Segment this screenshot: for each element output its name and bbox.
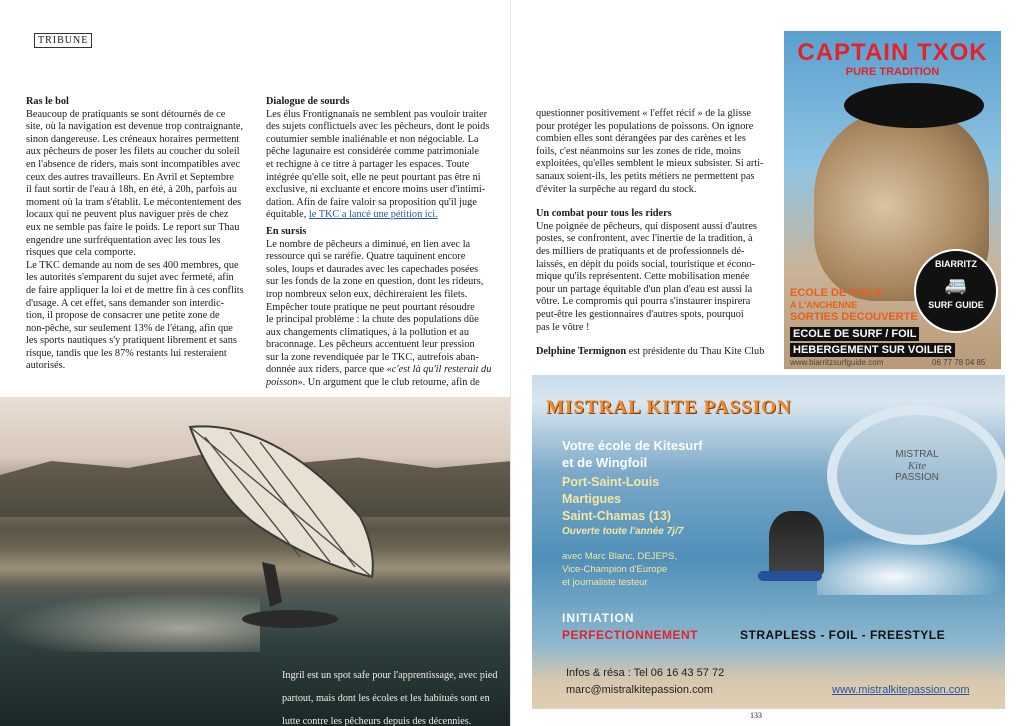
- col3-heading: Un combat pour tous les riders: [536, 208, 672, 220]
- text-line: risque, tandis que les 87% restants lui resteraient: [26, 347, 227, 359]
- ad-line-2: A L'ANCHENNE: [790, 300, 858, 310]
- text-line: il faut sortir de l'eau à 18h, en été, à 20h, parfois au: [26, 184, 237, 196]
- text-line: laissés, en dépit du poids social, touristique et écono-: [536, 258, 756, 270]
- van-icon: 🚐: [944, 275, 968, 295]
- text-line: peut-être les gestionnaires d'autres spots, pourquoi: [536, 308, 744, 320]
- text-line: engendre une surfréquentation avec les tous les: [26, 234, 221, 246]
- text-line: vôtre. Le compromis qui pourra s'instaurer inspirera: [536, 296, 751, 308]
- ad-open: Ouverte toute l'année 7j/7: [562, 526, 684, 537]
- text-line: questionner positivement « l'effet récif » de la glisse: [536, 108, 751, 119]
- text-line: autorisés.: [26, 360, 66, 372]
- ad-line-school: Votre école de Kitesurf: [562, 438, 703, 453]
- text-line: pour protéger les populations de poissons. On ignore: [536, 120, 754, 132]
- text-line: pas le vôtre !: [536, 321, 590, 333]
- col2-heading-1: Dialogue de sourds: [266, 96, 350, 107]
- foil-board: [242, 610, 338, 628]
- col2-pre-link: équitable,: [266, 209, 309, 221]
- ad-location-2: Martigues: [562, 492, 622, 506]
- text-line: Le TKC demande au nom de ses 400 membres, que: [26, 259, 239, 271]
- ad-phone: 06 77 78 04 85: [932, 358, 986, 367]
- text-line: postes, se confrontent, avec l'inertie de la tradition, à: [536, 233, 753, 245]
- rider: [262, 562, 282, 607]
- text-line: le principal problème : la chute des populations dûe: [266, 314, 479, 326]
- text-line: site, où la navigation est devenue trop contraignante,: [26, 121, 244, 133]
- text-line: braconnage. Les pêcheurs accentuent leur pression: [266, 339, 475, 351]
- text-line: ressource qui se raréfie. Quatre taquinent encore: [266, 251, 466, 263]
- text-line: les autorités s'emparent du sujet avec fermeté, afin: [26, 272, 234, 284]
- pirate-hat: [844, 83, 984, 128]
- text-line: risques que cela comporte.: [26, 247, 136, 259]
- kiter-photo: [769, 511, 824, 576]
- ad-line-1: ECOLE DE VOILE: [790, 287, 883, 299]
- ad-perfectionnement: PERFECTIONNEMENT: [562, 628, 699, 642]
- ad-initiation: INITIATION: [562, 611, 635, 625]
- col2-heading-2: En sursis: [266, 225, 307, 237]
- text-line: aux changements climatiques, à la pollution et au: [266, 326, 470, 338]
- text-line: Empêcher toute pratique ne peut pourtant résoudre: [266, 301, 475, 313]
- text-line: d'éviter la surpêche au regard du stock.: [536, 183, 697, 195]
- ad-location-3: Saint-Chamas (13): [562, 509, 672, 523]
- ad-instructor-2: Vice-Champion d'Europe: [562, 564, 668, 575]
- mistral-logo: [827, 405, 1005, 545]
- col2-end-line: [266, 377, 498, 390]
- column-1: [26, 96, 258, 373]
- text-line: exclusive, ni excluante et encore moins user d'intimi-: [266, 184, 486, 196]
- text-line: foils, c'est néanmoins sur les zones de ride, moins: [536, 145, 741, 157]
- captain-txok-ad[interactable]: [784, 31, 1001, 369]
- ad-instructor-1: avec Marc Blanc, DEJEPS,: [562, 551, 678, 562]
- column-2: [266, 96, 498, 390]
- col2-body-1: [266, 109, 498, 210]
- ad-instructor-3: et journaliste testeur: [562, 577, 648, 588]
- ad-url[interactable]: www.biarritzsurfguide.com: [790, 358, 884, 367]
- text-line: Ingril est un spot safe pour l'apprentissage, avec pied: [282, 670, 498, 682]
- text-line: les sports nautiques s'y pratiquent librement et sans: [26, 335, 237, 347]
- text-line: de faire appliquer la loi et de mettre fin à ces conflits: [26, 284, 244, 296]
- col3-body-1: [536, 108, 772, 196]
- ad-infos: Infos & résa : Tel 06 16 43 57 72: [566, 667, 725, 679]
- text-line: tion, il propose de consacrer une petite zone de: [26, 310, 220, 322]
- text-line: Le nombre de pêcheurs a diminué, en lien avec la: [266, 238, 471, 250]
- text-line: sinon dangereuse. Les créneaux horaires permettent: [26, 133, 240, 145]
- ad-line-5: HEBERGEMENT SUR VOILIER: [790, 343, 955, 357]
- col2-quote-2: poisson: [266, 377, 298, 389]
- ad-line-wingfoil: et de Wingfoil: [562, 455, 648, 470]
- text-line: des sujets conflictuels avec les pêcheurs, dont le poids: [266, 121, 490, 133]
- text-line: intégrée qu'elle soit, elle ne peut pourtant pas être ni: [266, 171, 481, 183]
- text-line: d'usage. A cet effet, sans demander son interdic-: [26, 297, 225, 309]
- ad-brand: CAPTAIN TXOK: [797, 39, 988, 66]
- text-line: Beaucoup de pratiquants se sont détournés de ce: [26, 108, 226, 120]
- signature: [536, 346, 772, 359]
- text-line: aux pêcheurs de poser les filets au coucher du soleil: [26, 146, 240, 158]
- logo-word-1: MISTRAL: [895, 449, 939, 460]
- caption-body: [282, 670, 507, 726]
- text-line: pêche lagunaire est considérée comme patrimoniale: [266, 146, 479, 158]
- text-line: Les élus Frontignanais ne semblent pas vouloir traiter: [266, 108, 488, 120]
- text-line: locaux qui ne peuvent plus naviguer près de chez: [26, 209, 229, 221]
- col3-body-2: [536, 221, 772, 334]
- text-line: exploitées, qu'elles semblent le mieux subsister. Si arti-: [536, 158, 764, 170]
- column-3: [536, 108, 772, 359]
- text-line: dation. Afin de faire valoir sa proposition qu'il juge: [266, 196, 477, 208]
- text-line: sur la zone revendiquée par le TKC, autrefois aban-: [266, 351, 479, 363]
- ad-subtitle: PURE TRADITION: [845, 66, 940, 78]
- text-line: sur les fonds de la zone en question, dont les rideurs,: [266, 276, 484, 288]
- text-line: partout, mais dont les écoles et les habitués sont en: [282, 692, 490, 704]
- logo-word-2: Kite: [907, 460, 927, 472]
- page-number: 133: [750, 711, 762, 720]
- section-tag: TRIBUNE: [34, 33, 92, 48]
- water-splash: [817, 535, 1005, 595]
- text-line: lutte contre les pêcheurs depuis des décennies.: [282, 715, 472, 726]
- signature-rest: est présidente du Thau Kite Club: [626, 346, 765, 358]
- text-line: sanaux soient-ils, les petits métiers ne permettent pas: [536, 170, 755, 182]
- kiteboard: [758, 571, 822, 581]
- petition-link[interactable]: le TKC a lancé une pétition ici.: [308, 209, 438, 221]
- col2-quote: c'est là qu'il resterait du: [391, 364, 492, 376]
- badge-bottom: SURF GUIDE: [928, 300, 984, 310]
- wingfoil-photo: [0, 397, 512, 726]
- ad-line-4: ECOLE DE SURF / FOIL: [790, 327, 919, 341]
- text-line: soles, loups et daurades avec les capechades posées: [266, 263, 479, 275]
- biarritz-surf-guide-badge: [914, 249, 998, 333]
- signature-name: Delphine Termignon: [536, 346, 627, 358]
- text-line: non-pêche, sur seulement 13% de l'étang, afin que: [26, 322, 233, 334]
- ad-disciplines: STRAPLESS - FOIL - FREESTYLE: [740, 628, 946, 642]
- text-line: eux ne semble pas faire le poids. Le report sur Thau: [26, 221, 240, 233]
- col2-body-2: [266, 239, 498, 365]
- ad-email[interactable]: marc@mistralkitepassion.com: [566, 684, 713, 696]
- ad-title: MISTRAL KITE PASSION: [546, 397, 792, 418]
- text-line: et rechigne à ce titre à partager les espaces. Toute: [266, 158, 470, 170]
- logo-word-3: PASSION: [895, 472, 939, 483]
- ad-line-3: SORTIES DECOUVERTE: [790, 311, 918, 323]
- col1-body: [26, 109, 258, 373]
- mistral-kite-passion-ad[interactable]: [532, 375, 1005, 709]
- text-line: ceux des autres travailleurs. En Avril et Septembre: [26, 171, 234, 183]
- text-line: en l'absence de riders, mais sont incompatibles avec: [26, 158, 241, 170]
- text-line: coutumier semble inaliénable et non négociable. La: [266, 133, 479, 145]
- col2-link-line: [266, 209, 498, 222]
- photo-caption: [282, 660, 507, 726]
- text-line: pour un partage équitable d'un plan d'eau est aussi la: [536, 283, 753, 295]
- text-line: trop nombreux selon eux, déchireraient les filets.: [266, 288, 468, 300]
- badge-top: BIARRITZ: [935, 259, 977, 269]
- col1-heading: Ras le bol: [26, 96, 69, 107]
- text-line: combien elles sont dérangées par des carènes et les: [536, 133, 746, 145]
- ad-website[interactable]: www.mistralkitepassion.com: [832, 684, 970, 696]
- text-line: moment où la tram s'établit. Le mécontentement des: [26, 196, 242, 208]
- col2-quote-line: [266, 364, 498, 377]
- text-line: des milliers de pratiquants et de professionnels dé-: [536, 245, 745, 257]
- text-line: mique qu'ils représentent. Cette mobilisation menée: [536, 271, 750, 283]
- text-line: Une poignée de pêcheurs, qui disposent aussi d'autres: [536, 220, 757, 232]
- ad-location-1: Port-Saint-Louis: [562, 475, 660, 489]
- col2-end: ». Un argument que le club retourne, afin de: [297, 377, 480, 389]
- col2-quote-pre: donnée aux riders, parce que «: [266, 364, 392, 376]
